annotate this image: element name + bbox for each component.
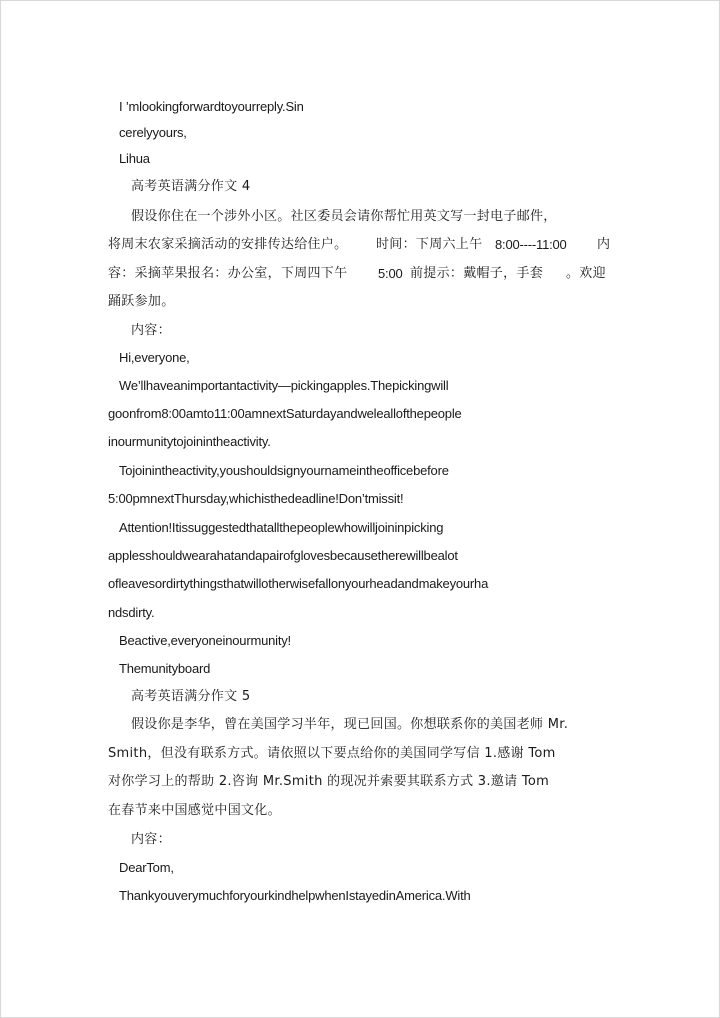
section-heading: 高考英语满分作文 5 bbox=[131, 689, 251, 704]
text-line: 将周末农家采摘活动的安排传达给住户。 bbox=[108, 237, 348, 252]
text-line: 假设你是李华，曾在美国学习半年，现已回国。你想联系你的美国老师 Mr. bbox=[131, 717, 569, 732]
text-line: 假设你住在一个涉外小区。社区委员会请你帮忙用英文写一封电子邮件， bbox=[131, 209, 557, 224]
text-line: ThankyouverymuchforyourkindhelpwhenIstayedinAmerica.With bbox=[119, 888, 471, 903]
text-line: inourmunitytojoinintheactivity. bbox=[108, 434, 271, 449]
text-line: applesshouldwearahatandapairofglovesbecausetherewillbealot bbox=[108, 548, 458, 563]
content-label: 内容： bbox=[131, 323, 171, 338]
text-line: 前提示：戴帽子，手套 bbox=[410, 266, 544, 281]
text-line: cerelyyours, bbox=[119, 125, 187, 140]
text-line: 5:00pmnextThursday,whichisthedeadline!Don’tmissit! bbox=[108, 491, 404, 506]
text-line: Beactive,everyoneinourmunity! bbox=[119, 633, 291, 648]
text-line: goonfrom8:00amto11:00amnextSaturdayandweleallofthepeople bbox=[108, 406, 462, 421]
text-line: ofleavesordirtythingsthatwillotherwisefallonyourheadandmakeyourha bbox=[108, 576, 489, 591]
text-line: 5:00 bbox=[378, 266, 403, 281]
text-line: 在春节来中国感觉中国文化。 bbox=[108, 803, 281, 818]
text-line: Attention!Itissuggestedthatallthepeoplewhowilljoininpicking bbox=[119, 520, 444, 535]
text-line: 8:00----11:00 bbox=[495, 237, 567, 252]
text-line: Lihua bbox=[119, 151, 150, 166]
text-line: Smith，但没有联系方式。请依照以下要点给你的美国同学写信 1.感谢 Tom bbox=[108, 746, 556, 761]
text-line: 内 bbox=[597, 237, 611, 252]
section-heading: 高考英语满分作文 4 bbox=[131, 179, 251, 194]
text-line: Hi,everyone, bbox=[119, 350, 190, 365]
text-line: 容：采摘苹果报名：办公室，下周四下午 bbox=[108, 266, 348, 281]
text-line: 对你学习上的帮助 2.咨询 Mr.Smith 的现况并索要其联系方式 3.邀请 Tom bbox=[108, 774, 550, 789]
text-line: I ’mlookingforwardtoyourreply.Sin bbox=[119, 99, 304, 114]
text-line: We’llhaveanimportantactivity—pickingapples.Thepickingwill bbox=[119, 378, 449, 393]
text-line: 时间：下周六上午 bbox=[376, 237, 483, 252]
text-line: 踊跃参加。 bbox=[108, 294, 175, 309]
text-line: ndsdirty. bbox=[108, 605, 155, 620]
content-label: 内容： bbox=[131, 832, 171, 847]
text-line: Tojoinintheactivity,youshouldsignyournameintheofficebefore bbox=[119, 463, 449, 478]
text-line: Themunityboard bbox=[119, 661, 211, 676]
text-line: DearTom, bbox=[119, 860, 174, 875]
text-line: 。欢迎 bbox=[566, 266, 606, 281]
